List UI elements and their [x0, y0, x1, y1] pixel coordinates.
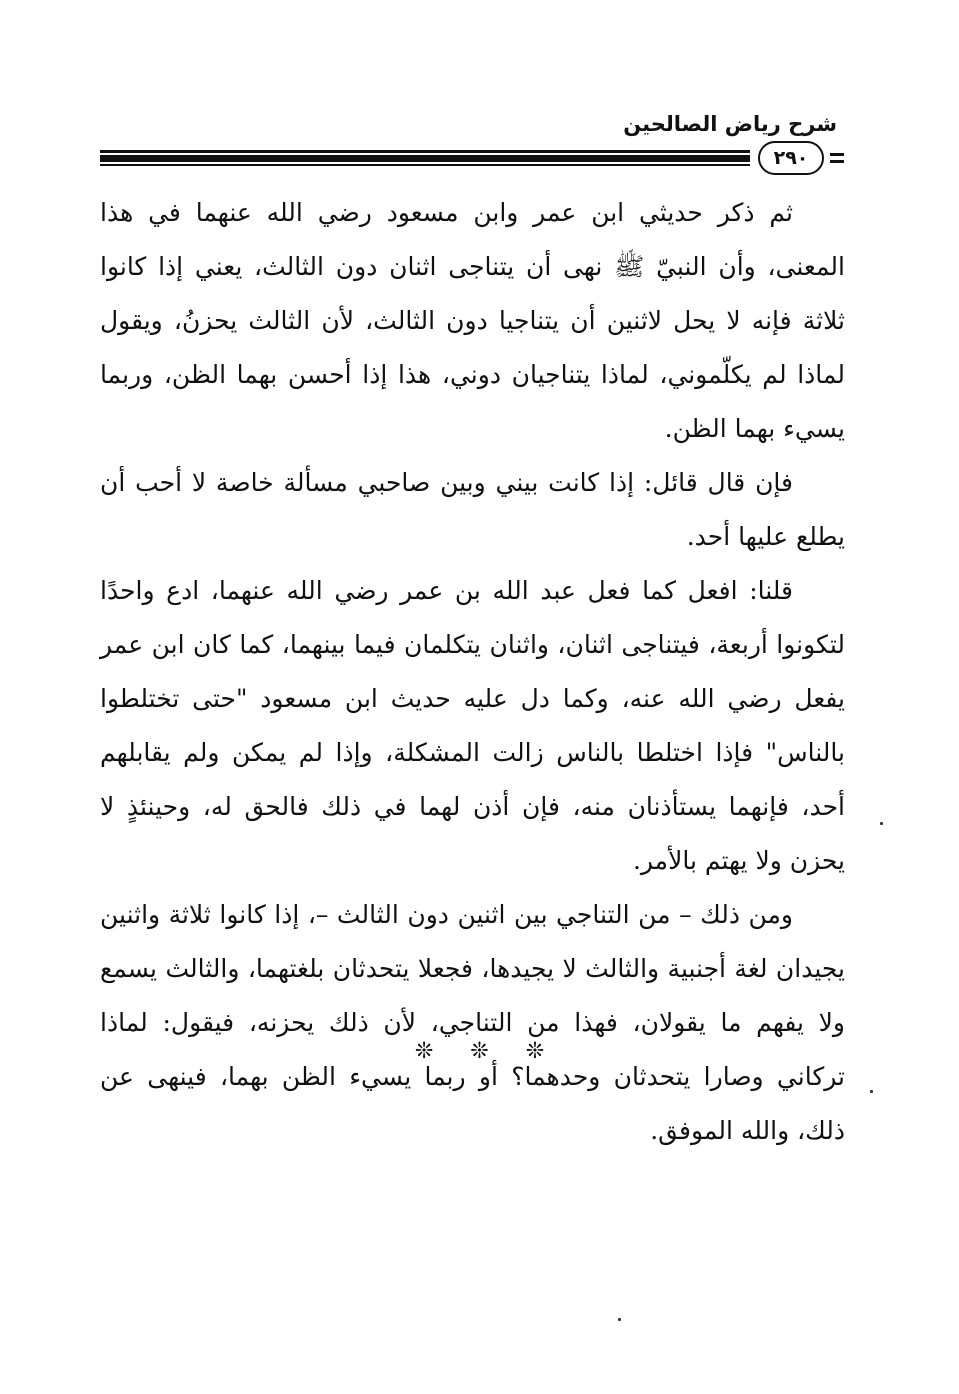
scan-speck — [870, 1090, 873, 1093]
page-number: ٢٩٠ — [758, 141, 824, 175]
header-rule-thin-bottom — [100, 164, 750, 166]
section-divider-asterisks: ❊ ❊ ❊ — [414, 1039, 545, 1064]
paragraph-2: فإن قال قائل: إذا كانت بيني وبين صاحبي مسألة خاصة لا أحب أن يطلع عليها أحد. — [100, 468, 845, 551]
paragraph-1: ثم ذكر حديثي ابن عمر وابن مسعود رضي الله عنهما في هذا المعنى، وأن النبيّ ﷺ نهى أن يتناجى اثنان دون الثالث، يعني إذا كانوا ثلاثة فإنه لا يحل لاثنين أن يتناجيا دون الثالث، لأن الثالث يحزنُ، ويقول لماذا لم يكلّموني، لماذا يتناجيان دوني، هذا إذا أحسن بهما الظن، وربما يسيء بهما الظن. — [100, 198, 845, 443]
page-number-ornament-icon — [830, 151, 844, 167]
main-text — [100, 186, 845, 1158]
paragraph-3: قلنا: افعل كما فعل عبد الله بن عمر رضي الله عنهما، ادع واحدًا لتكونوا أربعة، فيتناجى اثنان، واثنان يتكلمان فيما بينهما، كما كان ابن عمر يفعل رضي الله عنه، وكما دل عليه حديث ابن مسعود "حتى تختلطوا بالناس" فإذا اختلطا بالناس زالت المشكلة، وإذا لم يمكن ولم يقابلهم أحد، فإنهما يستأذنان منه، فإن أذن لهما في ذلك فالحق له، وحينئذٍ لا يحزن ولا يهتم بالأمر. — [100, 576, 845, 875]
header-rule-thin-top — [100, 150, 750, 153]
scan-speck — [618, 1318, 621, 1321]
paragraph-4: ومن ذلك – من التناجي بين اثنين دون الثالث –، إذا كانوا ثلاثة واثنين يجيدان لغة أجنبية والثالث لا يجيدها، فجعلا يتحدثان بلغتهما، والثالث يسمع ولا يفهم ما يقولان، فهذا من التناجي، لأن ذلك يحزنه، فيقول: لماذا تركاني وصارا يتحدثان وحدهما؟ أو ربما يسيء الظن بهما، فينهى عن ذلك، والله الموفق. — [100, 900, 845, 1145]
running-head-title: شرح رياض الصالحين — [623, 112, 837, 136]
scan-speck — [880, 822, 883, 825]
header-rule-thick — [100, 155, 750, 162]
header-rule — [100, 148, 750, 170]
